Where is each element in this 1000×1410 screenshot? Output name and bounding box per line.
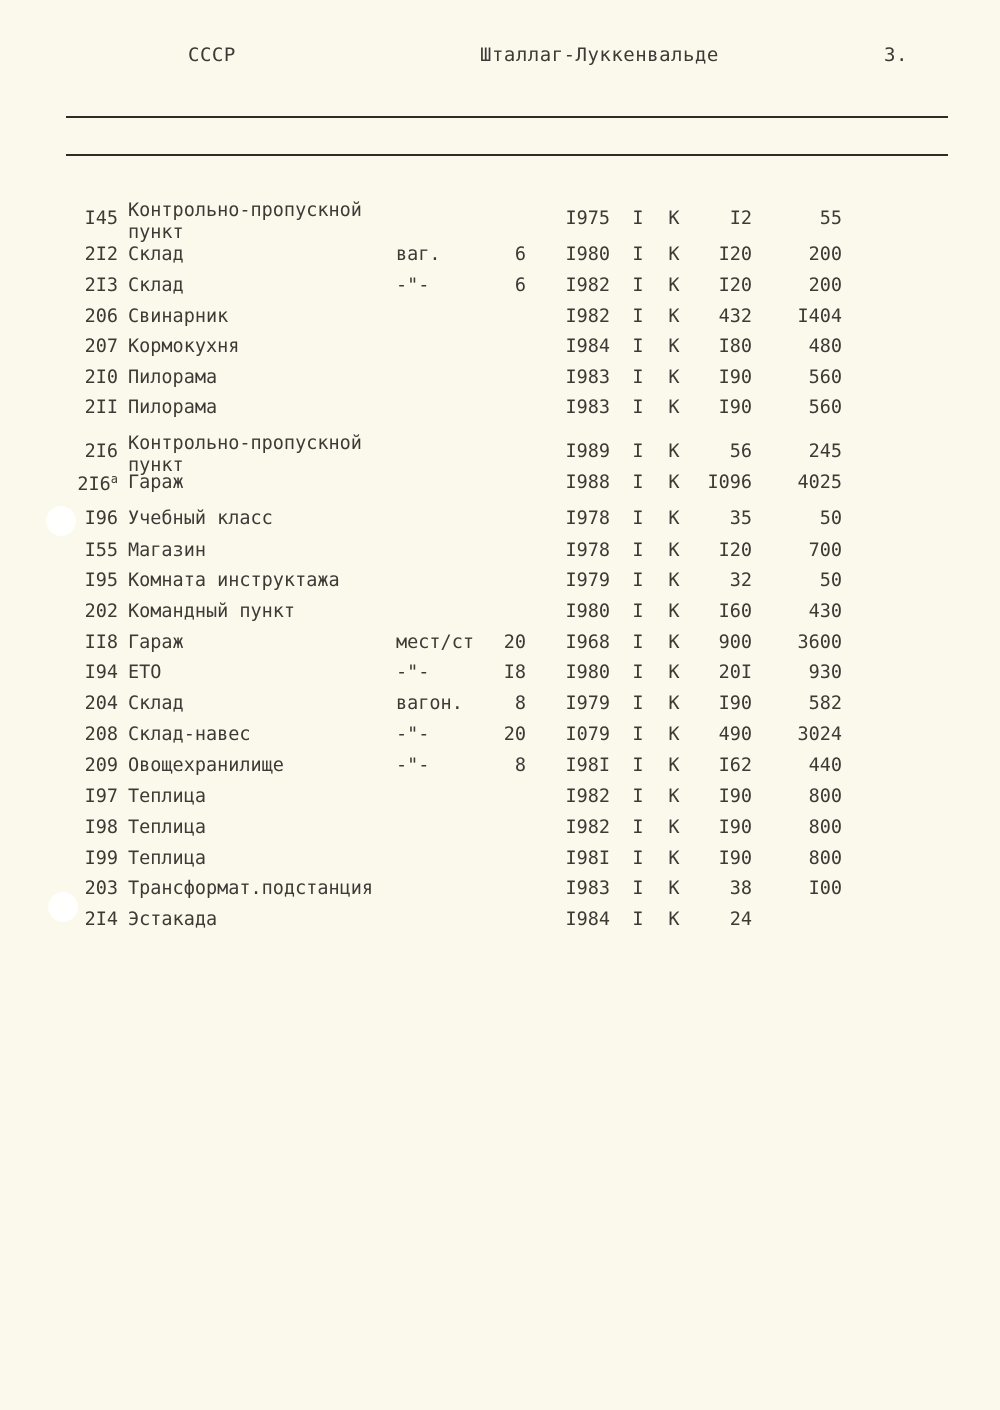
- area-value: I90: [718, 786, 752, 807]
- area-value: I20: [718, 244, 752, 265]
- class-value: I: [632, 632, 644, 653]
- class-value: I: [632, 693, 644, 714]
- object-name: Теплица: [128, 848, 206, 869]
- area-value: I096: [707, 472, 752, 493]
- table-row: [0, 244, 1000, 274]
- volume-value: 3024: [797, 724, 842, 745]
- construction-year: I989: [565, 441, 610, 462]
- capacity-count: 6: [514, 275, 526, 296]
- table-row: [0, 909, 1000, 939]
- class-value: I: [632, 601, 644, 622]
- object-name: Свинарник: [128, 306, 229, 327]
- table-row: [0, 570, 1000, 600]
- object-number: 202: [84, 601, 118, 622]
- object-name: Трансформат.подстанция: [128, 878, 374, 899]
- object-number-suffix: а: [110, 472, 118, 486]
- class-value: I: [632, 336, 644, 357]
- construction-year: I980: [565, 662, 610, 683]
- table-row: [0, 275, 1000, 305]
- construction-year: I983: [565, 878, 610, 899]
- area-value: I20: [718, 275, 752, 296]
- area-value: I20: [718, 540, 752, 561]
- area-value: I90: [718, 367, 752, 388]
- material-code: К: [668, 472, 680, 493]
- object-name: Учебный класс: [128, 508, 273, 529]
- area-value: 24: [729, 909, 752, 930]
- class-value: I: [632, 724, 644, 745]
- construction-year: I982: [565, 306, 610, 327]
- area-value: I90: [718, 817, 752, 838]
- material-code: К: [668, 632, 680, 653]
- object-number: I98: [84, 817, 118, 838]
- area-value: 432: [718, 306, 752, 327]
- object-number: 2I2: [84, 244, 118, 265]
- object-number: $2I6^а$: [77, 472, 118, 496]
- object-number: 207: [84, 336, 118, 357]
- capacity-count: 20: [503, 632, 526, 653]
- object-number: 2II: [84, 397, 118, 418]
- object-number: I96: [84, 508, 118, 529]
- object-number: 206: [84, 306, 118, 327]
- volume-value: 560: [808, 367, 842, 388]
- construction-year: I979: [565, 570, 610, 591]
- material-code: К: [668, 601, 680, 622]
- class-value: I: [632, 508, 644, 529]
- material-code: К: [668, 662, 680, 683]
- object-name: Эстакада: [128, 909, 218, 930]
- table-row: [0, 755, 1000, 785]
- class-value: I: [632, 275, 644, 296]
- capacity-unit: -"-: [396, 724, 430, 745]
- area-value: I90: [718, 848, 752, 869]
- table-row: [0, 540, 1000, 570]
- object-name: Гараж: [128, 472, 184, 493]
- material-code: К: [668, 306, 680, 327]
- object-number: 204: [84, 693, 118, 714]
- table-row: [0, 632, 1000, 662]
- punch-hole: [48, 892, 78, 922]
- object-number: I95: [84, 570, 118, 591]
- object-number: 208: [84, 724, 118, 745]
- object-name: Теплица: [128, 786, 206, 807]
- volume-value: 245: [808, 441, 842, 462]
- construction-year: I984: [565, 336, 610, 357]
- material-code: К: [668, 909, 680, 930]
- construction-year: I983: [565, 367, 610, 388]
- construction-year: I982: [565, 786, 610, 807]
- material-code: К: [668, 878, 680, 899]
- class-value: I: [632, 570, 644, 591]
- object-number: II8: [84, 632, 118, 653]
- object-number: I99: [84, 848, 118, 869]
- object-number: 203: [84, 878, 118, 899]
- area-value: 32: [729, 570, 752, 591]
- object-name: Кормокухня: [128, 336, 240, 357]
- table-row: [0, 693, 1000, 723]
- table-row: [0, 724, 1000, 754]
- material-code: К: [668, 441, 680, 462]
- country-label: СССР: [188, 44, 236, 66]
- object-name: Комната инструктажа: [128, 570, 340, 591]
- volume-value: 200: [808, 244, 842, 265]
- volume-value: 930: [808, 662, 842, 683]
- class-value: I: [632, 472, 644, 493]
- material-code: К: [668, 336, 680, 357]
- object-name: Контрольно-пропускной пункт: [128, 433, 362, 476]
- material-code: К: [668, 755, 680, 776]
- punch-hole: [46, 506, 76, 536]
- capacity-unit: -"-: [396, 662, 430, 683]
- material-code: К: [668, 540, 680, 561]
- volume-value: I404: [797, 306, 842, 327]
- object-name: Командный пункт: [128, 601, 296, 622]
- object-name: ЕТО: [128, 662, 162, 683]
- construction-year: I982: [565, 817, 610, 838]
- table-row: [0, 472, 1000, 502]
- table-row: [0, 786, 1000, 816]
- volume-value: 4025: [797, 472, 842, 493]
- object-number: I45: [84, 208, 118, 229]
- area-value: I62: [718, 755, 752, 776]
- class-value: I: [632, 540, 644, 561]
- object-name: Склад: [128, 244, 184, 265]
- table-row: [0, 433, 1000, 476]
- capacity-unit: мест/ст: [396, 632, 474, 653]
- object-name: Склад-навес: [128, 724, 251, 745]
- construction-year: I978: [565, 508, 610, 529]
- class-value: I: [632, 817, 644, 838]
- material-code: К: [668, 724, 680, 745]
- object-number: 2I0: [84, 367, 118, 388]
- class-value: I: [632, 662, 644, 683]
- class-value: I: [632, 848, 644, 869]
- capacity-count: 8: [514, 755, 526, 776]
- object-number: 209: [84, 755, 118, 776]
- table-row: [0, 306, 1000, 336]
- volume-value: 480: [808, 336, 842, 357]
- class-value: I: [632, 367, 644, 388]
- volume-value: 50: [819, 508, 842, 529]
- construction-year: I984: [565, 909, 610, 930]
- table-row: [0, 817, 1000, 847]
- class-value: I: [632, 244, 644, 265]
- material-code: К: [668, 397, 680, 418]
- material-code: К: [668, 275, 680, 296]
- capacity-count: 20: [503, 724, 526, 745]
- object-number: 2I6: [84, 441, 118, 462]
- material-code: К: [668, 367, 680, 388]
- area-value: 20I: [718, 662, 752, 683]
- material-code: К: [668, 817, 680, 838]
- object-number: 2I4: [84, 909, 118, 930]
- table-row: [0, 878, 1000, 908]
- area-value: 490: [718, 724, 752, 745]
- object-name: Гараж: [128, 632, 184, 653]
- class-value: I: [632, 441, 644, 462]
- table-row: [0, 367, 1000, 397]
- table-row: [0, 336, 1000, 366]
- volume-value: 50: [819, 570, 842, 591]
- object-name: Магазин: [128, 540, 206, 561]
- page-number: 3.: [884, 44, 908, 66]
- class-value: I: [632, 208, 644, 229]
- area-value: 900: [718, 632, 752, 653]
- construction-year: I983: [565, 397, 610, 418]
- construction-year: I979: [565, 693, 610, 714]
- object-number: I55: [84, 540, 118, 561]
- table-row: [0, 397, 1000, 427]
- object-number: 2I3: [84, 275, 118, 296]
- construction-year: I978: [565, 540, 610, 561]
- class-value: I: [632, 306, 644, 327]
- capacity-count: I8: [503, 662, 526, 683]
- capacity-unit: -"-: [396, 755, 430, 776]
- material-code: К: [668, 848, 680, 869]
- construction-year: I982: [565, 275, 610, 296]
- class-value: I: [632, 909, 644, 930]
- area-value: I90: [718, 397, 752, 418]
- material-code: К: [668, 693, 680, 714]
- object-number: I97: [84, 786, 118, 807]
- volume-value: 3600: [797, 632, 842, 653]
- class-value: I: [632, 878, 644, 899]
- material-code: К: [668, 570, 680, 591]
- construction-year: I980: [565, 244, 610, 265]
- table-row: [0, 508, 1000, 538]
- volume-value: I00: [808, 878, 842, 899]
- area-value: I2: [729, 208, 752, 229]
- object-name: Теплица: [128, 817, 206, 838]
- area-value: 35: [729, 508, 752, 529]
- construction-year: I988: [565, 472, 610, 493]
- object-name: Склад: [128, 275, 184, 296]
- volume-value: 582: [808, 693, 842, 714]
- volume-value: 440: [808, 755, 842, 776]
- area-value: I60: [718, 601, 752, 622]
- area-value: 56: [729, 441, 752, 462]
- material-code: К: [668, 786, 680, 807]
- class-value: I: [632, 755, 644, 776]
- construction-year: I968: [565, 632, 610, 653]
- construction-year: I980: [565, 601, 610, 622]
- area-value: I80: [718, 336, 752, 357]
- table-row: [0, 601, 1000, 631]
- material-code: К: [668, 508, 680, 529]
- document-title: Шталлаг-Луккенвальде: [480, 44, 719, 66]
- construction-year: I079: [565, 724, 610, 745]
- capacity-unit: -"-: [396, 275, 430, 296]
- capacity-count: 6: [514, 244, 526, 265]
- construction-year: I98I: [565, 848, 610, 869]
- object-name: Пилорама: [128, 397, 218, 418]
- capacity-unit: вагон.: [396, 693, 463, 714]
- header-rule-bottom: [66, 154, 948, 156]
- class-value: I: [632, 786, 644, 807]
- volume-value: 200: [808, 275, 842, 296]
- volume-value: 55: [819, 208, 842, 229]
- volume-value: 700: [808, 540, 842, 561]
- material-code: К: [668, 244, 680, 265]
- object-name: Контрольно-пропускной пункт: [128, 200, 362, 243]
- capacity-count: 8: [514, 693, 526, 714]
- table-row: [0, 200, 1000, 243]
- table-row: [0, 662, 1000, 692]
- object-name: Склад: [128, 693, 184, 714]
- volume-value: 800: [808, 786, 842, 807]
- volume-value: 800: [808, 817, 842, 838]
- area-value: I90: [718, 693, 752, 714]
- volume-value: 430: [808, 601, 842, 622]
- object-number: I94: [84, 662, 118, 683]
- construction-year: I98I: [565, 755, 610, 776]
- capacity-unit: ваг.: [396, 244, 441, 265]
- volume-value: 560: [808, 397, 842, 418]
- class-value: I: [632, 397, 644, 418]
- object-name: Овощехранилище: [128, 755, 284, 776]
- area-value: 38: [729, 878, 752, 899]
- volume-value: 800: [808, 848, 842, 869]
- construction-year: I975: [565, 208, 610, 229]
- object-name: Пилорама: [128, 367, 218, 388]
- table-row: [0, 848, 1000, 878]
- material-code: К: [668, 208, 680, 229]
- header-rule-top: [66, 116, 948, 118]
